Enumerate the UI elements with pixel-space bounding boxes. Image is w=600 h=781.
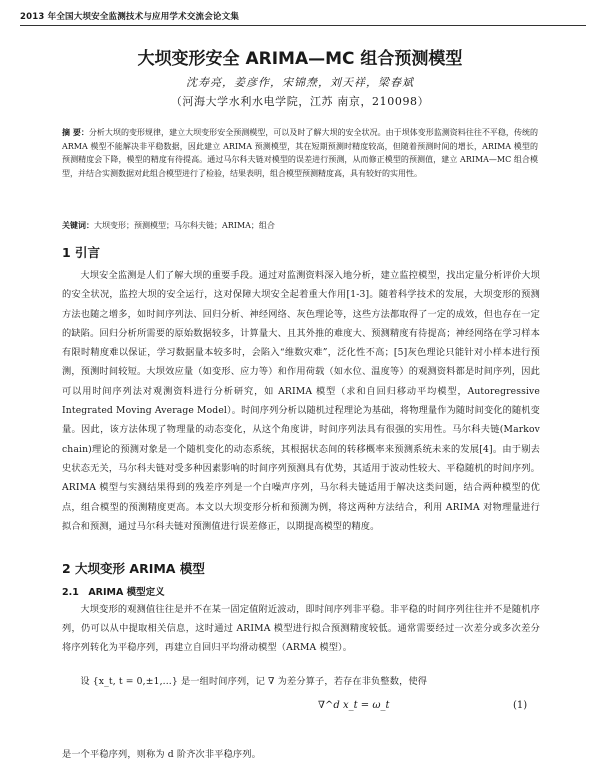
equation-body: ∇^d x_t = ω_t [318, 700, 390, 711]
section-1-paragraph: 大坝安全监测是人们了解大坝的重要手段。通过对监测资料深入地分析，建立监控模型，找出定量分析评价大坝的安全状况，监控大坝的安全运行，这对保障大坝安全起着重大作用[1-3]。随着科学技术的发展，大坝变形的预测方法也随之增多，如时间序列法、回归分析、神经网络、灰色理论等，这些方法都取得了一定的成效，但也存在一定的缺陷。回归分析所需要的原始数据较多，计算量大、且其外推的难度大、预测精度有待提高；神经网络在学习样本有限时精度难以保证，学习数据量本较多时，会陷入“维数灾难”，泛化性不高；[5]灰色理论只能针对小样本进行预测，预测时间较短。大坝效应量（如变形、应力等）和作用荷载（如水位、温度等）的观测资料都是时间序列，因此可以用时间序列法对观测资料进行分析研究，如 ARIMA 模型（求和自回归移动平均模型，Autoregressive Integrated Moving Average Model）。时间序列分析以随机过程理论为基础，将物理量作为随时间变化的随机变量。因此，该方法体现了物理量的动态变化，从这个角度讲，时间序列法具有很强的实用性。马尔科夫链(Markov chain)理论的预测对象是一个随机变化的动态系统，其根据状态间的转移概率来预测系统未来的发展[4]。由于剔去史状态无关，马尔科夫链对受多种因素影响的时间序列预测具有优势，其适用于波动性较大、平稳随机的时间序列。ARIMA 模型与实测结果得到的残差序列是一个白噪声序列，马尔科夫链适用于解决这类问题，结合两种模型的优点，组合模型的预测精度更高。本文以大坝变形分析和预测为例，将这两种方法结合，利用 ARIMA 对物理量进行拟合和预测，通过马尔科夫链对预测值进行误差修正，以期提高模型的精度。 [62, 270, 540, 532]
paper-title: 大坝变形安全 ARIMA—MC 组合预测模型 [137, 49, 463, 69]
section-2-1-heading: 2.1 ARIMA 模型定义 [62, 587, 165, 598]
paper-authors: 沈寿亮，姜彦作，宋锦焘，刘天祥，梁春斌 [186, 76, 414, 89]
keywords-text: 大坝变形；预测模型；马尔科夫链；ARIMA；组合 [94, 221, 275, 230]
keywords-label: 关键词： [62, 221, 94, 230]
equation-number: (1) [513, 700, 528, 711]
running-header: 2013 年全国大坝安全监测技术与应用学术交流会论文集 [20, 12, 240, 22]
abstract [62, 126, 538, 180]
section-1-heading: 1 引言 [62, 245, 101, 260]
abstract-label: 摘 要： [62, 128, 89, 137]
section-2-1-paragraph: 大坝变形的观测值往往是并不在某一固定值附近波动，即时间序列非平稳。非平稳的时间序列往往并不是随机序列，仍可以从中提取相关信息，这时通过 ARIMA 模型进行拟合预测精度较低。通常需要经过一次差分或多次差分将序列转化为平稳序列，再建立自回归平均滑动模型（ARMA 模型）。 [62, 604, 540, 653]
keywords [62, 220, 538, 232]
abstract-text: 分析大坝的变形规律，建立大坝变形安全预测模型，可以及时了解大坝的安全状况。由于坝体变形监测资料往往不平稳，传统的 ARMA 模型不能解决非平稳数据，因此建立 ARIMA 预测模型，其在短期预测时精度较高，但随着预测时间的增长，ARIMA 模型的预测精度会下降，模型的精度有待提高。通过马尔科夫链对模型的误差进行预测，从而修正模型的预测值，建立 ARIMA—MC 组合模型，并结合实测数据对此组合模型进行了检验，结果表明，组合模型预测精度高，具有较好的实用性。 [62, 128, 538, 178]
header-divider [20, 25, 586, 26]
equation-intro: 设 {x_t, t = 0,±1,...} 是一组时间序列，记 ∇ 为差分算子，若存在非负整数，使得 [80, 676, 428, 687]
paper-affiliation: （河海大学水利水电学院，江苏 南京，210098） [170, 95, 430, 108]
equation-followup: 是一个平稳序列，则称为 d 阶齐次非平稳序列。 [62, 749, 261, 760]
section-2-heading: 2 大坝变形 ARIMA 模型 [62, 561, 205, 576]
